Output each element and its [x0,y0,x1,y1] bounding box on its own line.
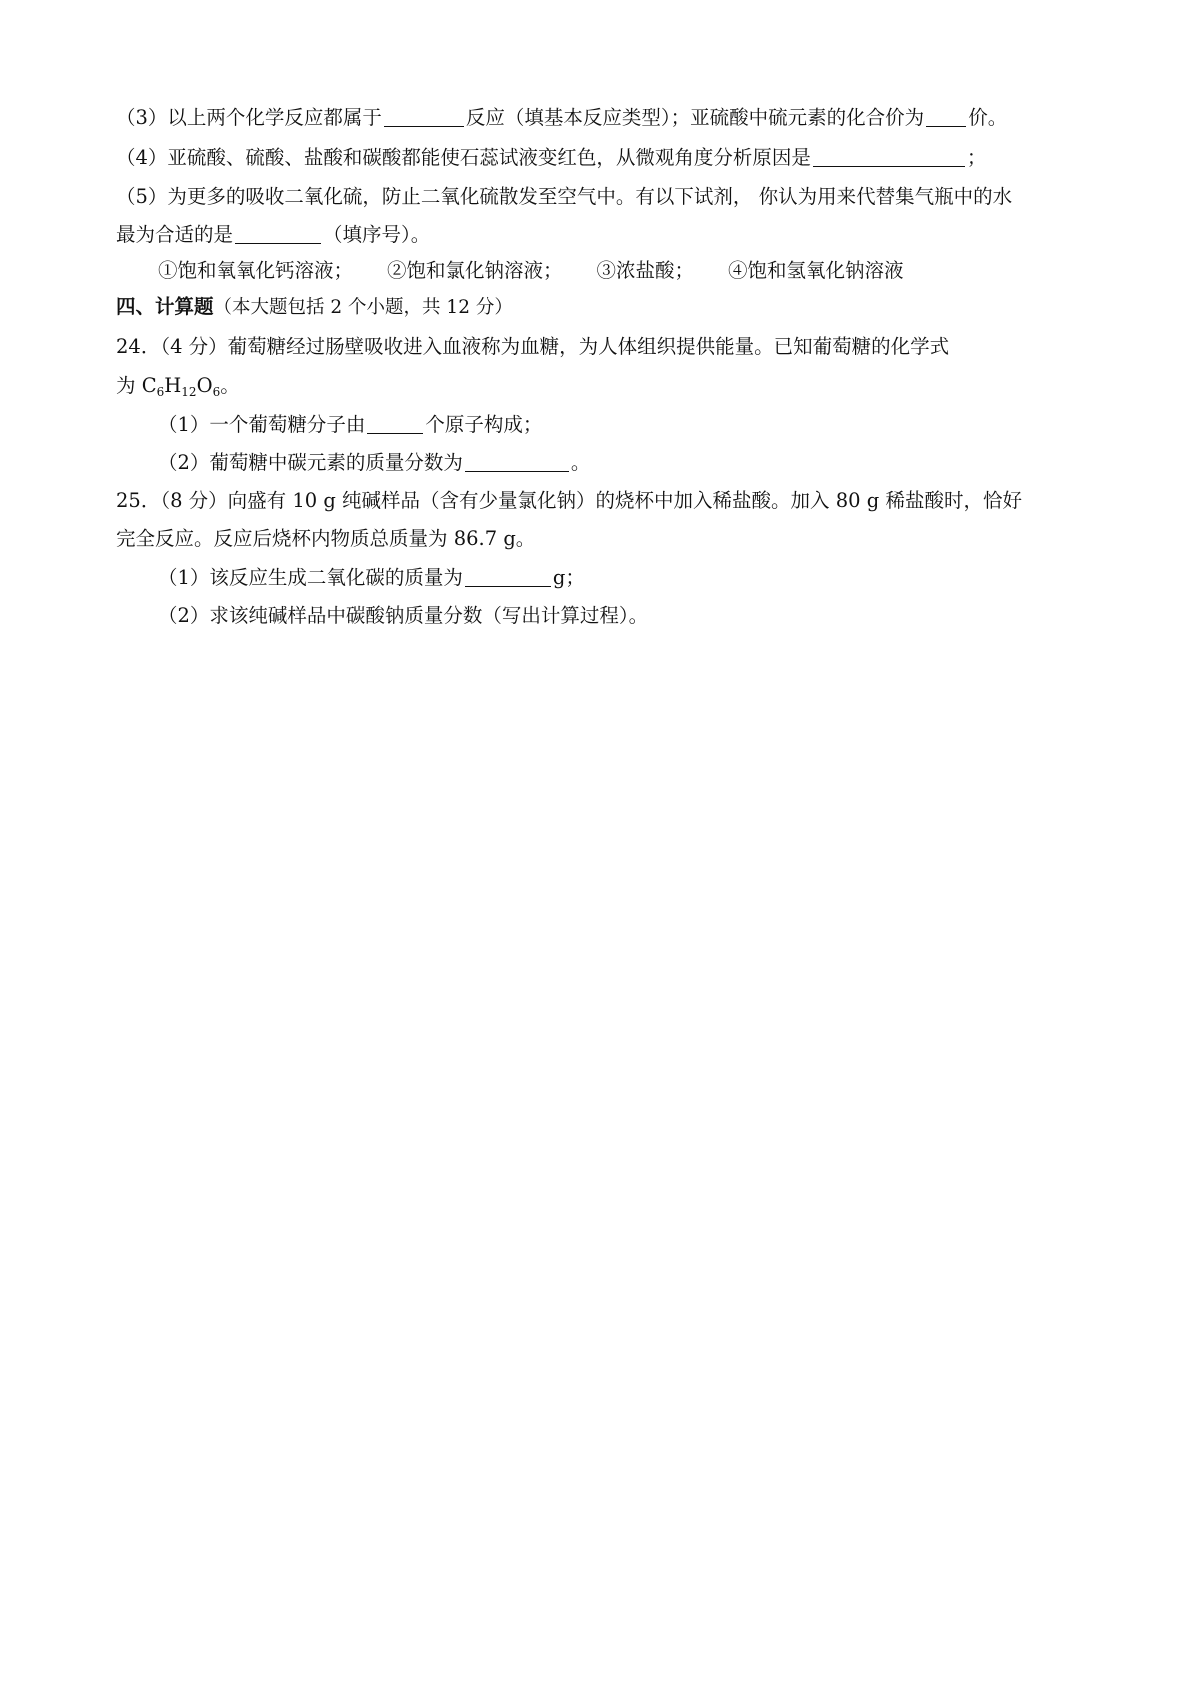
answer-blank-valence[interactable] [926,108,966,127]
q25-sub2-text: （2）求该纯碱样品中碳酸钠质量分数（写出计算过程）。 [158,604,649,627]
q23-4-text-b: ； [966,146,987,169]
q23-3-text-a: （3）以上两个化学反应都属于 [116,106,382,129]
answer-blank-reaction-type[interactable] [384,108,464,127]
q25-sub1-text-a: （1）该反应生成二氧化碳的质量为 [158,566,463,589]
q25-sub1 [158,566,1158,590]
q23-3-text-c: 价。 [968,106,1008,129]
formula-h: H [164,374,182,397]
q25-sub1-text-b: g； [552,566,585,589]
formula-o-sub: 6 [212,385,221,399]
q23-part5-line1 [116,185,1116,209]
q24-prefix: 为 [116,374,142,397]
q23-part5-options [158,259,1158,283]
q23-4-text-a: （4）亚硫酸、硫酸、盐酸和碳酸都能使石蕊试液变红色，从微观角度分析原因是 [116,146,811,169]
option-3: ③浓盐酸； [596,259,695,282]
q24-line1 [116,335,1116,359]
q25-sub2 [158,604,1158,628]
option-4: ④饱和氢氧化钠溶液 [728,259,904,282]
formula-end: 。 [220,374,240,397]
q23-5-text-line2a: 最为合适的是 [116,223,234,246]
q25-line2 [116,527,1116,551]
q23-part3-line [116,106,1116,130]
q24-sub2 [158,451,1158,475]
q24-sub2-text-a: （2）葡萄糖中碳元素的质量分数为 [158,451,463,474]
formula-h-sub: 12 [181,385,197,399]
section-4-title: 四、计算题 [116,295,214,318]
q25-line1 [116,489,1116,513]
answer-blank-atom-count[interactable] [367,415,423,434]
formula-c-sub: 6 [156,385,165,399]
q25-stem: 25．（8 分）向盛有 10 g 纯碱样品（含有少量氯化钠）的烧杯中加入稀盐酸。加入 80 g 稀盐酸时，恰好 [116,489,1022,512]
q25-stem-cont: 完全反应。反应后烧杯内物质总质量为 86.7 g。 [116,527,536,550]
q24-sub2-text-b: 。 [570,451,591,474]
answer-blank-reagent-choice[interactable] [235,225,321,244]
section-4-note: （本大题包括 2 个小题，共 12 分） [213,297,513,318]
q23-3-text-b: 反应（填基本反应类型）；亚硫酸中硫元素的化合价为 [465,106,925,129]
q24-sub1 [158,413,1158,437]
q23-part4-line [116,146,1116,170]
formula-o: O [196,374,213,397]
q23-part5-line2 [116,223,1116,247]
q24-sub1-text-b: 个原子构成； [425,413,543,436]
q24-line2 [116,374,1116,398]
q23-5-text-line2b: （填序号）。 [323,223,431,246]
formula-c: C [141,374,157,397]
answer-blank-co2-mass[interactable] [465,568,551,587]
glucose-formula [142,374,240,397]
section-4-heading [116,295,1116,320]
q24-sub1-text-a: （1）一个葡萄糖分子由 [158,413,366,436]
option-1: ①饱和氧氧化钙溶液； [158,259,354,282]
answer-blank-micro-reason[interactable] [813,148,965,167]
q23-5-text-line1: （5）为更多的吸收二氧化硫，防止二氧化硫散发至空气中。有以下试剂， 你认为用来代替集气瓶中的水 [116,185,1013,208]
q24-stem: 24．（4 分）葡萄糖经过肠壁吸收进入血液称为血糖，为人体组织提供能量。已知葡萄糖的化学式 [116,335,950,358]
option-2: ②饱和氯化钠溶液； [387,259,563,282]
answer-blank-carbon-fraction[interactable] [465,453,569,472]
